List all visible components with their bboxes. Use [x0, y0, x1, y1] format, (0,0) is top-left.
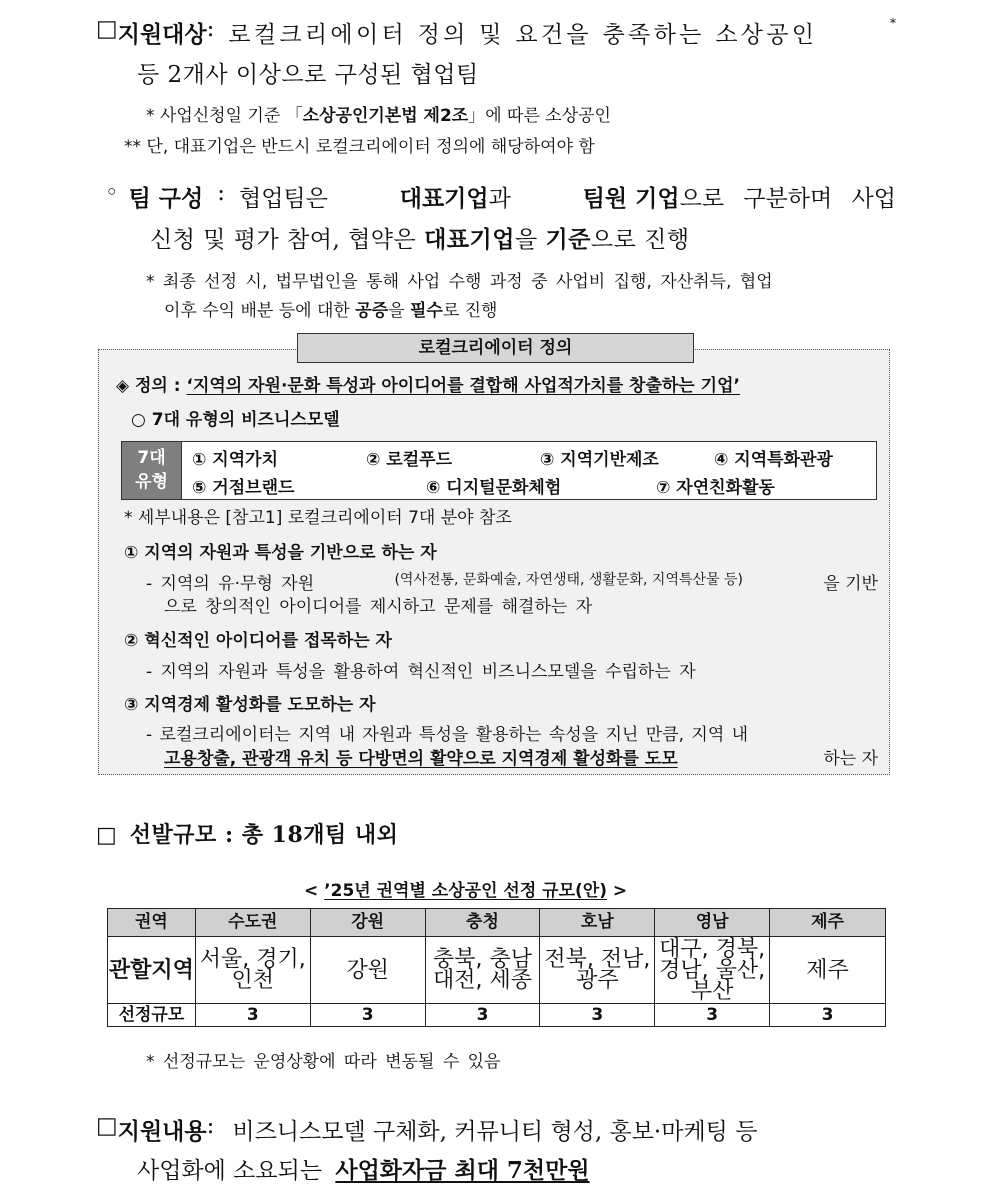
- team-text: 과: [488, 186, 511, 212]
- selection-note: * 선정규모는 운영상황에 따라 변동될 수 있음: [146, 1052, 501, 1072]
- support-content-label: 지원내용: [117, 1118, 207, 1145]
- criterion-3-line1: - 로컬크리에이터는 지역 내 자원과 특성을 활용하는 속성을 지닌 만큼, 지역 내: [146, 725, 749, 745]
- team-note-line1: * 최종 선정 시, 법무법인을 통해 사업 수행 과정 중 사업비 집행, 자산취득, 협업: [146, 272, 773, 292]
- support-target-line1: [96, 16, 896, 49]
- region-table: [107, 908, 886, 1027]
- table-cell: 대구, 경북, 경남, 울산, 부산: [655, 937, 770, 1004]
- table-row-label: 선정규모: [108, 1004, 196, 1027]
- table-header-cell: 권역: [108, 909, 196, 937]
- criterion-1-line1: - 지역의 유·무형 자원 (역사전통, 문화예술, 자연생태, 생활문화, 지역특산물 등) 을 기반: [146, 572, 878, 594]
- criterion-3-line2: 고용창출, 관광객 유치 등 다방면의 활약으로 지역경제 활성화를 도모 하는 자: [164, 744, 878, 769]
- type-item: ③ 지역기반제조: [540, 450, 659, 470]
- team-line1: [105, 180, 896, 213]
- team-text: 협업팀은: [239, 186, 328, 212]
- support-target-text-1: 로컬크리에이터 정의 및 요건을 충족하는 소상공인: [228, 22, 818, 48]
- type-item: ② 로컬푸드: [366, 450, 452, 470]
- emph-economic-activation: 고용창출, 관광객 유치 등 다방면의 활약으로 지역경제 활성화를 도모: [164, 749, 678, 769]
- table-cell: 충북, 충남 대전, 세종: [425, 937, 540, 1004]
- emph-basis: 기준: [545, 226, 591, 253]
- table-row-label: 관할지역: [108, 937, 196, 1004]
- type-item: ⑤ 거점브랜드: [192, 478, 295, 498]
- criterion-1-line2: 으로 창의적인 아이디어를 제시하고 문제를 해결하는 자: [164, 597, 593, 617]
- table-cell: 3: [425, 1004, 540, 1027]
- table-cell: 3: [195, 1004, 310, 1027]
- selection-heading: [96, 818, 398, 849]
- definition-title: 로컬크리에이터 정의: [297, 333, 694, 363]
- table-cell: 전북, 전남, 광주: [540, 937, 655, 1004]
- team-note-line2: 이후 수익 배분 등에 대한 공증을 필수로 진행: [164, 301, 498, 321]
- support-target-text: [228, 16, 896, 49]
- table-header-cell: 영남: [655, 909, 770, 937]
- type-item: ⑥ 디지털문화체험: [426, 478, 562, 498]
- emph-max-fund: 사업화자금 최대 7천만원: [335, 1157, 590, 1184]
- table-header-cell: 제주: [770, 909, 886, 937]
- team-label: 팀 구성: [128, 185, 204, 212]
- support-target-note2: ** 단, 대표기업은 반드시 로컬크리에이터 정의에 해당하여야 함: [124, 137, 595, 157]
- models-heading: ○ 7대 유형의 비즈니스모델: [131, 410, 340, 430]
- definition-line: ◈ 정의 : ‘지역의 자원·문화 특성과 아이디어를 결합해 사업적가치를 창출하는 기업’: [116, 376, 740, 396]
- support-target-label: 지원대상: [117, 21, 207, 48]
- table-cell: 3: [655, 1004, 770, 1027]
- selection-label: 선발규모 : 총 18개팀 내외: [129, 822, 399, 848]
- support-content-text: 비즈니스모델 구체화, 커뮤니티 형성, 홍보·마케팅 등: [232, 1119, 758, 1145]
- emph-member-company: 팀원 기업: [582, 185, 680, 212]
- checkbox-bullet: □: [96, 1113, 118, 1139]
- table-header-cell: 수도권: [195, 909, 310, 937]
- support-content-line1: [96, 1113, 896, 1146]
- support-target-line2: 등 2개사 이상으로 구성된 협업팀: [137, 62, 479, 88]
- team-line2: 신청 및 평가 참여, 협약은 대표기업을 기준으로 진행: [150, 226, 690, 253]
- criterion-2-line1: - 지역의 자원과 특성을 활용하여 혁신적인 비즈니스모델을 수립하는 자: [146, 662, 696, 682]
- separator: :: [206, 16, 215, 42]
- separator: :: [217, 180, 225, 206]
- table-cell: 서울, 경기, 인천: [195, 937, 310, 1004]
- criterion-3-heading: ③ 지역경제 활성화를 도모하는 자: [124, 695, 376, 715]
- footnote-mark: *: [890, 16, 896, 30]
- support-content-line2: 사업화에 소요되는 사업화자금 최대 7천만원: [137, 1157, 590, 1184]
- table-cell: 3: [310, 1004, 425, 1027]
- type-item: ① 지역가치: [192, 450, 278, 470]
- types-tag: 7대 유형: [122, 442, 182, 499]
- table-header-cell: 충청: [425, 909, 540, 937]
- emph-lead-company: 대표기업: [424, 226, 515, 253]
- checkbox-bullet: □: [96, 823, 117, 848]
- type-item: ④ 지역특화관광: [714, 450, 833, 470]
- criterion-2-heading: ② 혁신적인 아이디어를 접목하는 자: [124, 631, 392, 651]
- support-target-note1: * 사업신청일 기준 「소상공인기본법 제2조」에 따른 소상공인: [146, 106, 611, 126]
- types-box: [121, 441, 877, 500]
- table-cell: 3: [770, 1004, 886, 1027]
- type-item: ⑦ 자연친화활동: [656, 478, 775, 498]
- table-cell: 3: [540, 1004, 655, 1027]
- table-header-row: [108, 909, 886, 937]
- circle-bullet: ◦: [105, 180, 119, 206]
- table-cell: 제주: [770, 937, 886, 1004]
- separator: :: [206, 1113, 215, 1139]
- table-header-cell: 강원: [310, 909, 425, 937]
- table-row-counts: [108, 1004, 886, 1027]
- table-title: < ’25년 권역별 소상공인 선정 규모(안) >: [304, 881, 628, 901]
- table-header-cell: 호남: [540, 909, 655, 937]
- team-text: 으로 구분하며 사업: [679, 186, 896, 212]
- reference-note: * 세부내용은 [참고1] 로컬크리에이터 7대 분야 참조: [124, 508, 512, 528]
- checkbox-bullet: □: [96, 16, 118, 42]
- criterion-1-heading: ① 지역의 자원과 특성을 기반으로 하는 자: [124, 543, 437, 563]
- table-row-regions: [108, 937, 886, 1004]
- table-cell: 강원: [310, 937, 425, 1004]
- emph-lead-company: 대표기업: [399, 185, 489, 212]
- definition-text: ‘지역의 자원·문화 특성과 아이디어를 결합해 사업적가치를 창출하는 기업’: [186, 376, 740, 396]
